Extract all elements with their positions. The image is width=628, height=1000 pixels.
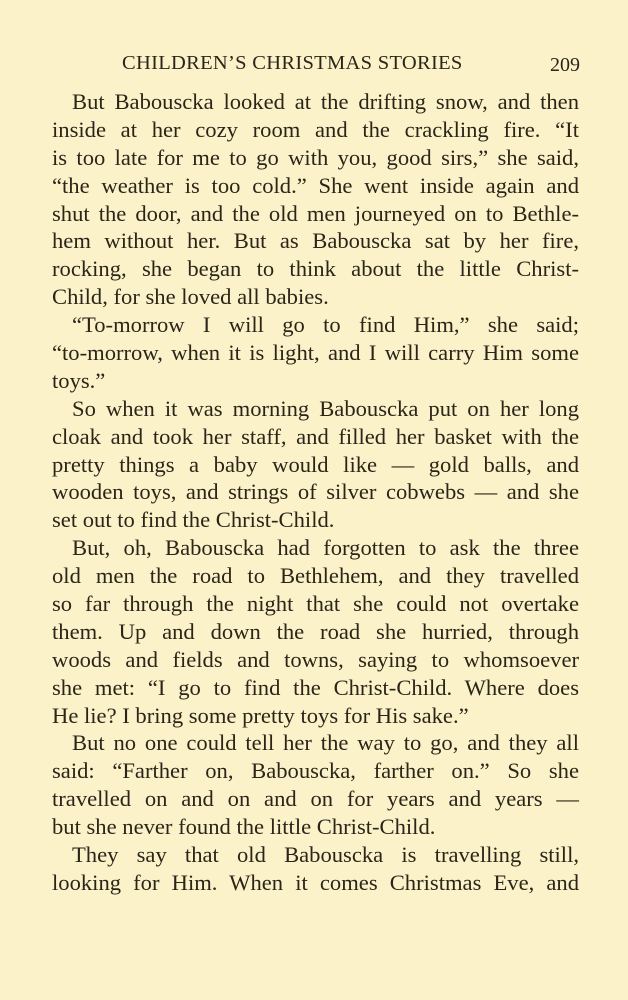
text-line: But, oh, Babouscka had forgotten to ask the three — [72, 535, 579, 561]
text-line: But Babouscka looked at the drifting snow, and then — [72, 89, 579, 114]
text-line: But no one could tell her the way to go, and they all — [72, 730, 579, 756]
text-line: set out to find the Christ-Child. — [52, 507, 335, 533]
text-line: He lie? I bring some pretty toys for His sake.” — [52, 702, 469, 728]
text-line: “the weather is too cold.” She went inside again and — [52, 172, 579, 198]
text-line: So when it was morning Babouscka put on her long — [72, 395, 579, 421]
text-line: toys.” — [52, 367, 106, 393]
text-line: looking for Him. When it comes Christmas Eve, and — [52, 869, 579, 895]
text-line: rocking, she began to think about the little Christ- — [52, 256, 579, 282]
text-line: is too late for me to go with you, good sirs,” she said, — [52, 144, 579, 170]
text-line: “to-morrow, when it is light, and I will carry Him some — [52, 340, 579, 366]
text-line: cloak and took her staff, and filled her basket with the — [52, 423, 579, 449]
text-line: “To-morrow I will go to find Him,” she said; — [72, 312, 579, 338]
text-line: inside at her cozy room and the crackling fire. “It — [52, 116, 579, 142]
text-line: travelled on and on and on for years and years — — [52, 786, 579, 812]
text-line: pretty things a baby would like — gold balls, and — [52, 451, 579, 477]
text-line: shut the door, and the old men journeyed on to Bethle- — [52, 200, 579, 226]
text-line: old men the road to Bethlehem, and they travelled — [52, 563, 579, 589]
text-line: hem without her. But as Babouscka sat by her fire, — [52, 228, 579, 254]
text-line: wooden toys, and strings of silver cobwebs — and she — [52, 479, 579, 505]
text-line: them. Up and down the road she hurried, through — [52, 618, 579, 644]
text-line: woods and fields and towns, saying to whomsoever — [52, 646, 579, 672]
text-line: so far through the night that she could not overtake — [52, 591, 579, 617]
running-head: CHILDREN’S CHRISTMAS STORIES — [122, 52, 463, 74]
text-line: said: “Farther on, Babouscka, farther on.” So she — [52, 758, 579, 784]
text-line: she met: “I go to find the Christ-Child. Where does — [52, 674, 579, 700]
page-header — [122, 52, 580, 80]
page-number: 209 — [550, 54, 580, 76]
text-line: but she never found the little Christ-Child. — [52, 814, 436, 840]
body-text — [52, 88, 579, 897]
text-line: Child, for she loved all babies. — [52, 284, 329, 310]
text-line: They say that old Babouscka is travelling still, — [72, 842, 579, 868]
